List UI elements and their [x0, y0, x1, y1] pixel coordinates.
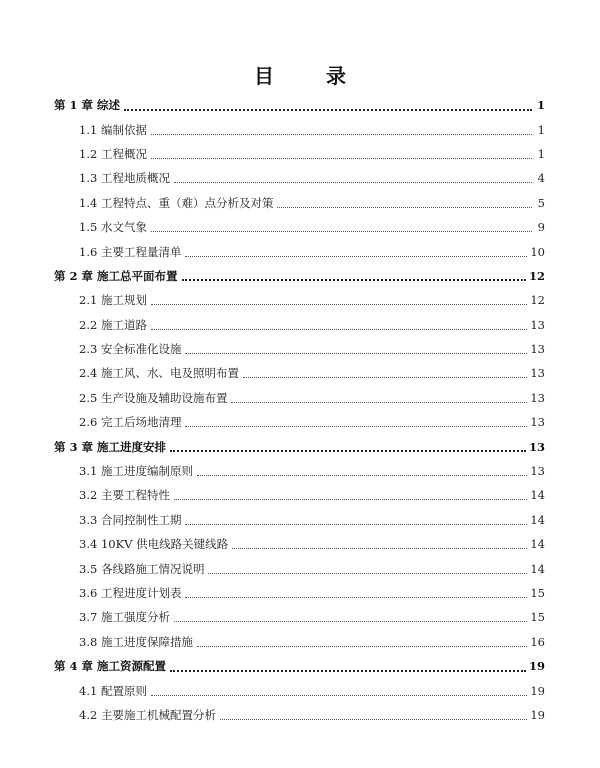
- toc-page-number: 19: [530, 683, 545, 698]
- toc-section-entry[interactable]: [79, 703, 545, 727]
- toc-entry-label: 3.1 施工进度编制原则: [79, 464, 193, 479]
- toc-section-entry[interactable]: [79, 215, 545, 239]
- toc-dot-leader: [170, 669, 526, 672]
- toc-section-entry[interactable]: [79, 581, 545, 605]
- toc-dot-leader: [185, 425, 527, 427]
- toc-entry-label: 3.6 工程进度计划表: [79, 586, 182, 600]
- toc-page-number: 1: [537, 122, 545, 137]
- toc-page-number: 10: [530, 244, 545, 259]
- toc-title-right: 录: [326, 64, 346, 88]
- toc-page-number: 14: [530, 537, 545, 552]
- toc-section-entry[interactable]: [79, 556, 545, 580]
- toc-page-number: 19: [530, 707, 545, 722]
- toc-dot-leader: [151, 328, 527, 330]
- toc-entry-label: 3.3 合同控制性工期: [79, 512, 182, 527]
- toc-dot-leader: [151, 133, 532, 135]
- toc-page-number: 5: [537, 195, 545, 210]
- toc-page-number: 16: [530, 634, 545, 649]
- toc-entry-label: 3.5 各线路施工情况说明: [79, 561, 205, 576]
- toc-entry-label: 2.4 施工风、水、电及照明布置: [79, 366, 239, 381]
- toc-page-number: 12: [528, 268, 545, 283]
- toc-dot-leader: [185, 352, 527, 354]
- toc-dot-leader: [151, 157, 532, 159]
- toc-dot-leader: [232, 547, 527, 549]
- toc-page-number: 13: [530, 415, 545, 430]
- toc-section-entry[interactable]: [79, 483, 545, 507]
- toc-page-number: 13: [530, 464, 545, 479]
- toc-entry-label: 4.1 配置原则: [79, 683, 147, 698]
- toc-entry-label: 3.8 施工进度保障措施: [79, 634, 193, 649]
- toc-section-entry[interactable]: [79, 288, 545, 312]
- toc-dot-leader: [151, 303, 527, 305]
- toc-page-number: 13: [530, 317, 545, 332]
- toc-chapter-entry[interactable]: [54, 93, 545, 117]
- toc-entry-label: 2.3 安全标准化设施: [79, 342, 182, 357]
- toc-entry-label: 1.5 水文气象: [79, 220, 147, 235]
- toc-page-number: 4: [537, 171, 545, 186]
- toc-section-entry[interactable]: [79, 337, 545, 361]
- toc-dot-leader: [220, 718, 527, 720]
- toc-chapter-entry[interactable]: [54, 264, 545, 288]
- toc-section-entry[interactable]: [79, 410, 545, 434]
- toc-section-entry[interactable]: [79, 142, 545, 166]
- toc-section-entry[interactable]: [79, 459, 545, 483]
- toc-page-number: 9: [537, 220, 545, 235]
- toc-dot-leader: [151, 694, 527, 696]
- toc-page-number: 14: [530, 561, 545, 576]
- toc-dot-leader: [243, 376, 527, 378]
- toc-section-entry[interactable]: [79, 532, 545, 556]
- toc-section-entry[interactable]: [79, 386, 545, 410]
- toc-section-entry[interactable]: [79, 117, 545, 141]
- toc-page-number: 13: [528, 439, 545, 454]
- toc-section-entry[interactable]: [79, 678, 545, 702]
- toc-section-entry[interactable]: [79, 166, 545, 190]
- toc-entry-label: 1.4 工程特点、重（难）点分析及对策: [79, 195, 274, 210]
- toc-dot-leader: [185, 596, 527, 598]
- toc-page-number: 1: [537, 146, 545, 161]
- toc-entry-label: 1.3 工程地质概况: [79, 171, 170, 186]
- toc-section-entry[interactable]: [79, 361, 545, 385]
- toc-entry-label: 第 4 章 施工资源配置: [54, 659, 167, 674]
- toc-dot-leader: [170, 449, 526, 452]
- toc-section-entry[interactable]: [79, 605, 545, 629]
- toc-entry-label: 3.2 主要工程特性: [79, 488, 170, 503]
- toc-dot-leader: [124, 108, 532, 111]
- toc-entry-label: 第 2 章 施工总平面布置: [54, 268, 178, 283]
- toc-dot-leader: [174, 181, 532, 183]
- toc-entry-label: 1.2 工程概况: [79, 146, 147, 161]
- table-of-contents: [0, 93, 600, 727]
- toc-dot-leader: [174, 498, 527, 500]
- toc-entry-label: 2.5 生产设施及辅助设施布置: [79, 390, 228, 405]
- toc-page-number: 13: [530, 366, 545, 381]
- toc-entry-label: 4.2 主要施工机械配置分析: [79, 707, 216, 722]
- toc-section-entry[interactable]: [79, 508, 545, 532]
- toc-dot-leader: [277, 206, 532, 208]
- toc-entry-label: 1.1 编制依据: [79, 122, 147, 137]
- toc-dot-leader: [185, 255, 527, 257]
- toc-entry-label: 2.2 施工道路: [79, 317, 147, 332]
- toc-page-number: 13: [530, 390, 545, 405]
- toc-section-entry[interactable]: [79, 239, 545, 263]
- toc-dot-leader: [197, 474, 527, 476]
- toc-title: [0, 62, 600, 90]
- toc-dot-leader: [174, 620, 527, 622]
- toc-dot-leader: [185, 523, 527, 525]
- toc-entry-label: 3.7 施工强度分析: [79, 610, 170, 625]
- toc-entry-label: 1.6 主要工程量清单: [79, 244, 182, 259]
- toc-entry-label: 2.6 完工后场地清理: [79, 415, 182, 430]
- toc-dot-leader: [231, 401, 527, 403]
- toc-entry-label: 第 3 章 施工进度安排: [54, 439, 167, 454]
- toc-page-number: 19: [528, 659, 545, 674]
- toc-section-entry[interactable]: [79, 630, 545, 654]
- toc-page-number: 14: [530, 512, 545, 527]
- toc-entry-label: 2.1 施工规划: [79, 293, 147, 308]
- toc-section-entry[interactable]: [79, 313, 545, 337]
- toc-page-number: 1: [536, 98, 545, 113]
- toc-chapter-entry[interactable]: [54, 654, 545, 678]
- toc-entry-label: 第 1 章 综述: [54, 98, 121, 113]
- toc-dot-leader: [182, 278, 526, 281]
- toc-dot-leader: [208, 572, 527, 574]
- toc-page-number: 13: [530, 342, 545, 357]
- toc-page-number: 15: [530, 610, 545, 625]
- toc-dot-leader: [151, 230, 532, 232]
- toc-dot-leader: [197, 645, 527, 647]
- toc-page-number: 15: [530, 586, 545, 600]
- toc-page-number: 12: [530, 293, 545, 308]
- toc-chapter-entry[interactable]: [54, 434, 545, 458]
- toc-page-number: 14: [530, 488, 545, 503]
- toc-title-left: 目: [254, 64, 274, 88]
- toc-section-entry[interactable]: [79, 191, 545, 215]
- toc-entry-label: 3.4 10KV 供电线路关键线路: [79, 537, 229, 552]
